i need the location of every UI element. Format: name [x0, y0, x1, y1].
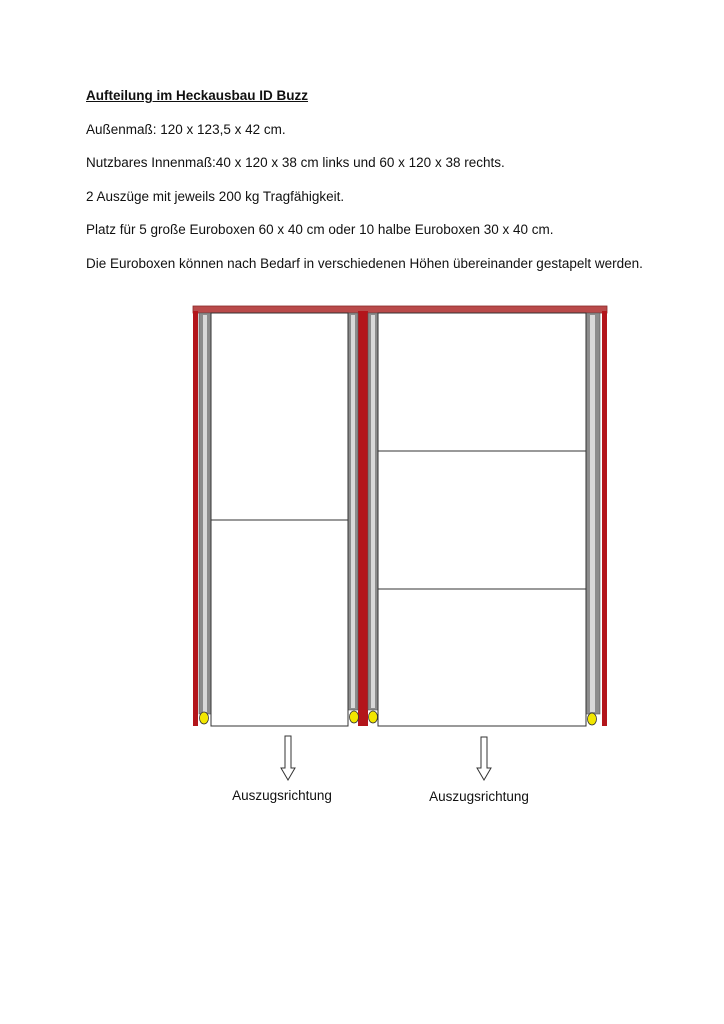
roller-left-inner [350, 711, 359, 723]
rail-right-outer [586, 313, 600, 714]
left-pull-direction-label: Auszugsrichtung [232, 788, 332, 803]
frame-divider-right [363, 311, 368, 726]
roller-left-outer [200, 712, 209, 724]
roller-right-outer [588, 713, 597, 725]
frame-right-edge [602, 311, 607, 726]
paragraph-outer-dimensions: Außenmaß: 120 x 123,5 x 42 cm. [86, 121, 286, 137]
paragraph-inner-dimensions: Nutzbares Innenmaß:40 x 120 x 38 cm links und 60 x 120 x 38 rechts. [86, 155, 505, 171]
right-drawer-frame [378, 313, 586, 726]
right-drawer [378, 313, 586, 726]
rail-left-outer [199, 313, 211, 714]
top-panel [193, 306, 607, 313]
document-title: Aufteilung im Heckausbau ID Buzz [86, 88, 309, 103]
paragraph-stacking: Die Euroboxen können nach Bedarf in verschiedenen Höhen übereinander gestapelt werden. [86, 255, 643, 271]
rail-right-inner [368, 313, 378, 710]
rail-left-inner [348, 313, 358, 710]
arrow-down-icon [281, 736, 295, 780]
roller-right-inner [369, 711, 378, 723]
left-drawer [211, 313, 348, 726]
frame-left-edge [193, 311, 198, 726]
right-pull-direction-label: Auszugsrichtung [429, 789, 529, 804]
paragraph-drawers: 2 Auszüge mit jeweils 200 kg Tragfähigkeit. [86, 188, 345, 204]
frame-divider-left [358, 311, 363, 726]
paragraph-euroboxes: Platz für 5 große Euroboxen 60 x 40 cm oder 10 halbe Euroboxen 30 x 40 cm. [86, 222, 554, 238]
arrow-down-icon [477, 737, 491, 780]
